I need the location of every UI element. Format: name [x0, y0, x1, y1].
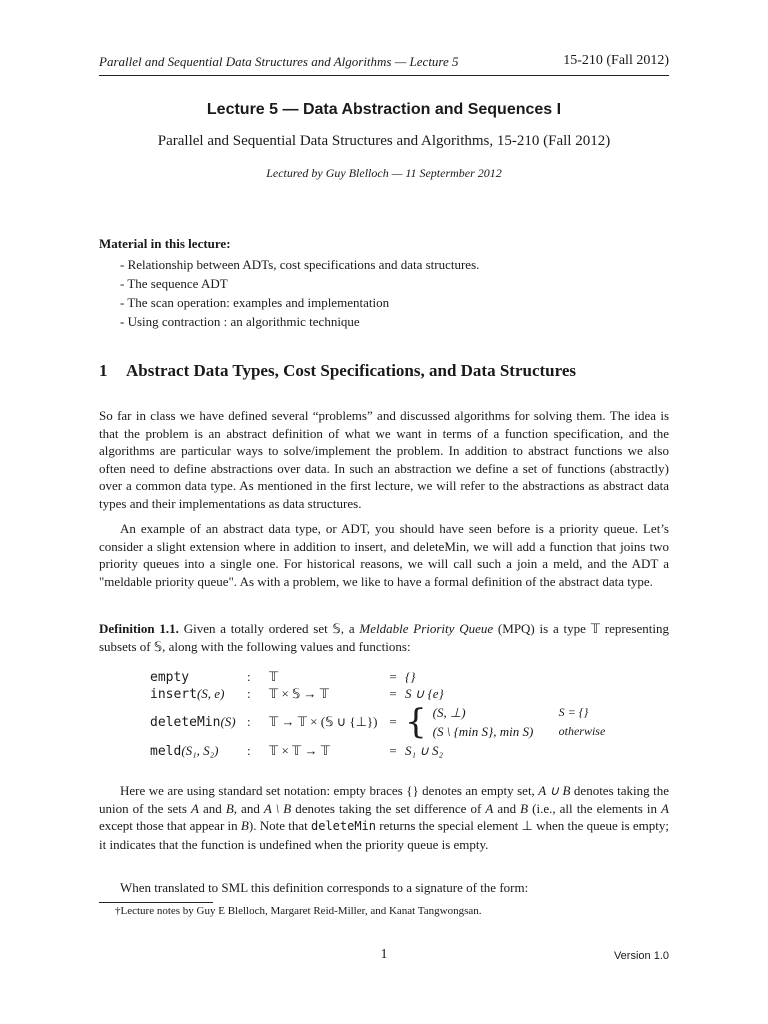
math-variable: B — [225, 800, 234, 816]
header-rule — [99, 75, 669, 76]
function-value: {} — [405, 668, 416, 684]
definition-text: , a — [340, 621, 360, 636]
paragraph-text: (i.e., all the elements in — [528, 800, 662, 816]
lecture-byline: Lectured by Guy Blelloch — 11 Septermber 2012 — [266, 166, 502, 180]
definition-term: Meldable Priority Queue — [359, 621, 494, 636]
equals-sign: = — [389, 742, 397, 758]
function-value: S₁ ∪ S₂ — [405, 742, 444, 758]
list-item: - The scan operation: examples and implementation — [120, 295, 390, 310]
math-variable: A — [191, 800, 199, 816]
left-brace: { — [405, 702, 427, 742]
function-args: (S₁, S₂) — [181, 742, 219, 758]
math-symbol: 𝕋 — [590, 621, 600, 636]
definition-text: Given a totally ordered set — [178, 621, 333, 636]
version-label: Version 1.0 — [613, 950, 669, 962]
equals-sign: = — [389, 714, 397, 729]
inline-code: deleteMin — [310, 819, 377, 833]
type-colon: : — [247, 668, 251, 684]
definition-label: Definition 1.1. — [99, 621, 179, 636]
function-keyword: insert — [150, 686, 197, 702]
running-head-course: 15-210 (Fall 2012) — [563, 53, 669, 68]
table-row — [150, 742, 607, 759]
function-args: (S, e) — [196, 685, 225, 701]
math-symbol: 𝕊 — [153, 638, 163, 654]
function-keyword: empty — [150, 669, 190, 685]
material-label: Material in this lecture: — [99, 236, 231, 251]
table-row — [150, 668, 607, 685]
section-heading — [99, 361, 576, 381]
equals-sign: = — [389, 685, 397, 701]
function-name — [150, 668, 247, 685]
page-number: 1 — [380, 947, 388, 962]
function-name — [150, 685, 247, 702]
section-title: Abstract Data Types, Cost Specifications, and Data Structures — [126, 361, 577, 380]
function-args: (S) — [220, 714, 236, 729]
type-colon: : — [247, 685, 251, 701]
running-head-title: Parallel and Sequential Data Structures and Algorithms — Lecture 5 — [99, 54, 459, 69]
table-row — [433, 723, 606, 740]
table-row — [150, 685, 607, 702]
footnote: †Lecture notes by Guy E Blelloch, Margaret Reid-Miller, and Kanat Tangwongsan. — [115, 905, 482, 917]
function-name — [150, 742, 247, 759]
math-variable: A — [661, 800, 669, 816]
paragraph-text: Here we are using standard set notation: empty braces {} denotes an empty set, — [120, 783, 539, 798]
definition-text: representing subsets of — [99, 621, 669, 654]
math-symbol: 𝕊 — [332, 621, 341, 636]
paragraph-text: and — [198, 800, 226, 816]
paragraph-text: , and — [233, 800, 264, 816]
math-variable: B — [240, 818, 249, 833]
paragraph-text: returns the special element ⊥ when the queue is empty; it indicates that the function is undefined when the priority queue is empty. — [99, 818, 670, 852]
list-item: - Relationship between ADTs, cost specifications and data structures. — [120, 257, 480, 272]
function-value: S ∪ {e} — [405, 685, 444, 701]
lecture-subtitle: Parallel and Sequential Data Structures and Algorithms, 15-210 (Fall 2012) — [157, 133, 611, 149]
function-keyword: deleteMin — [150, 715, 221, 730]
function-type: 𝕋 → 𝕋 × (𝕊 ∪ {⊥}) — [269, 714, 378, 729]
paragraph-text: except those that appear in — [99, 818, 241, 833]
section-number: 1 — [99, 361, 108, 380]
function-type: 𝕋 — [269, 668, 279, 684]
type-colon: : — [247, 714, 251, 729]
case-condition: otherwise — [558, 724, 606, 738]
material-list — [120, 255, 479, 331]
definition-text: , along with the following values and functions: — [162, 638, 411, 654]
case-value: (S, ⊥) — [432, 704, 466, 720]
math-expression: A \ B — [263, 800, 292, 816]
cases-table — [431, 702, 608, 742]
math-variable: A — [485, 800, 494, 816]
paragraph-adt-example: An example of an abstract data type, or ADT, you should have seen before is a priority queue. Let’s consider a slight extension where in addition to insert, and deleteMin, we will add a function that joins two priority queues into a single one. For historical reasons, we will call such a join a meld, and the ADT a "meldable priority queue". As with a problem, we like to have a formal definition of the abstract data type. — [99, 521, 669, 589]
case-condition: S = {} — [558, 705, 589, 719]
function-type: 𝕋 × 𝕊 → 𝕋 — [269, 685, 329, 701]
equals-sign: = — [389, 668, 397, 684]
definition-table — [150, 668, 607, 759]
paragraph-intro: So far in class we have defined several “problems” and discussed algorithms for solving them. The idea is that the problem is an abstract definition of what we want in terms of a function specification, and the algorithms are particular ways to solve/implement the problem. In addition to abstract functions we also often need to define abstractions over data. In such an abstraction we define a set of functions (abstractly) over a common data type. As mentioned in the first lecture, we will refer to the abstractions as abstract data types and their implementations as data structures. — [99, 408, 669, 511]
list-item: - The sequence ADT — [120, 276, 228, 291]
type-colon: : — [247, 742, 251, 758]
paragraph-set-notation — [99, 782, 669, 853]
paragraph-text: and — [493, 800, 521, 816]
function-keyword: meld — [150, 743, 182, 759]
paragraph-text: denotes taking the union of the sets — [99, 783, 669, 816]
function-name — [150, 702, 247, 742]
paragraph-text: ). Note that — [248, 818, 311, 833]
list-item: - Using contraction : an algorithmic technique — [120, 314, 360, 329]
function-value-cases — [405, 702, 607, 742]
table-row — [150, 702, 607, 742]
cases-block — [405, 702, 607, 742]
footnote-rule — [99, 902, 213, 903]
definition-paragraph — [99, 620, 669, 655]
definition-text: (MPQ) is a type — [493, 621, 591, 636]
function-type: 𝕋 × 𝕋 → 𝕋 — [269, 742, 330, 758]
lecture-title: Lecture 5 — Data Abstraction and Sequences I — [206, 101, 562, 118]
case-value: (S \ {min S}, min S) — [432, 723, 534, 739]
paragraph-sml: When translated to SML this definition corresponds to a signature of the form: — [120, 880, 529, 895]
math-variable: B — [520, 800, 529, 816]
paragraph-text: denotes taking the set difference of — [291, 800, 486, 816]
table-row — [433, 704, 606, 721]
math-expression: A ∪ B — [538, 783, 571, 798]
